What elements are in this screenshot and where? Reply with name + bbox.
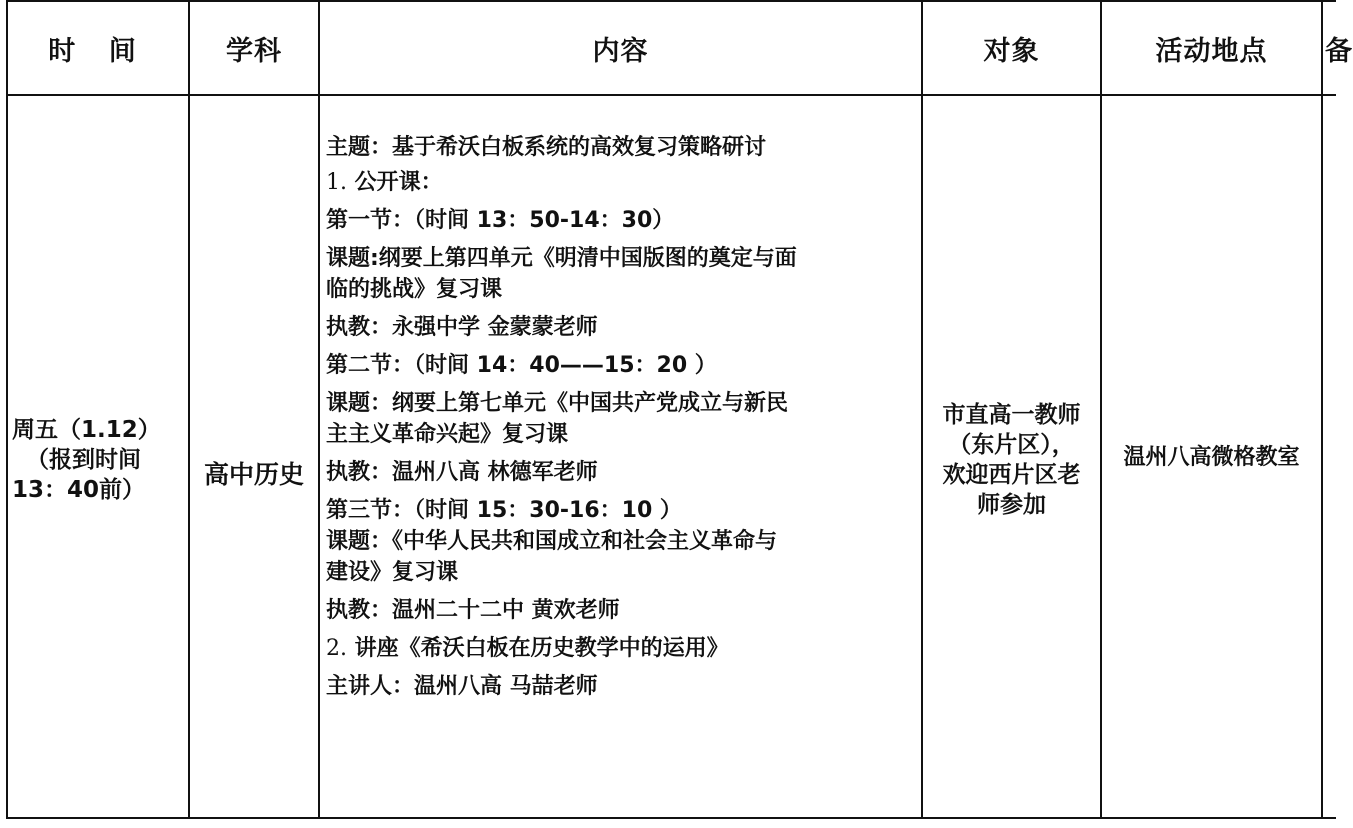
- content-lecturer: 主讲人：温州八高 马喆老师: [326, 674, 598, 699]
- audience-line-1: 市直高一教师: [942, 401, 1081, 428]
- item1-number: 1.: [326, 170, 347, 195]
- content-lesson3-time: 第三节：（时间 15：30-16：10 ）: [326, 498, 682, 523]
- time-line-2: （报到时间: [26, 446, 141, 473]
- content-lesson1-time: 第一节：（时间 13：50-14：30）: [326, 208, 675, 233]
- content-theme: 主题：基于希沃白板系统的高效复习策略研讨: [326, 135, 767, 160]
- header-subject: 学科: [226, 35, 282, 67]
- content-lesson1-title-1: 课题:纲要上第四单元《明清中国版图的奠定与面: [326, 246, 797, 271]
- header-audience: 对象: [983, 35, 1040, 67]
- audience-line-4: 师参加: [977, 491, 1046, 518]
- cell-content: [326, 132, 916, 702]
- header-location: 活动地点: [1155, 35, 1268, 67]
- content-lesson2-time: 第二节：（时间 14：40——15：20 ）: [326, 353, 717, 378]
- header-time: 时 间: [48, 35, 148, 67]
- audience-line-2: （东片区），: [948, 431, 1075, 458]
- item1-label: 公开课：: [354, 170, 443, 195]
- col-divider-5: [1321, 0, 1323, 819]
- cell-location: 温州八高微格教室: [1123, 444, 1300, 470]
- cell-time: [8, 96, 188, 817]
- header-notes: 备: [1325, 35, 1353, 67]
- audience-line-3: 欢迎西片区老: [942, 461, 1081, 488]
- table-border-bottom: [6, 817, 1336, 819]
- item2-number: 2.: [326, 636, 347, 661]
- content-item2: [326, 633, 916, 664]
- content-lesson3-title-1: 课题：《中华人民共和国成立和社会主义革命与: [326, 529, 778, 554]
- content-lesson2-title-1: 课题：纲要上第七单元《中国共产党成立与新民: [326, 391, 789, 416]
- col-divider-2: [318, 0, 320, 819]
- content-lesson1-teacher: 执教：永强中学 金蒙蒙老师: [326, 315, 598, 340]
- cell-audience: [923, 96, 1100, 817]
- content-item1: [326, 167, 916, 198]
- content-lesson3-title-2: 建设》复习课: [326, 560, 459, 585]
- time-line-1: 周五（1.12）: [12, 416, 161, 443]
- content-lesson2-teacher: 执教：温州八高 林德军老师: [326, 460, 598, 485]
- header-content: 内容: [592, 35, 649, 67]
- content-lesson1-title-2: 临的挑战》复习课: [326, 277, 503, 302]
- content-lesson3-teacher: 执教：温州二十二中 黄欢老师: [326, 598, 620, 623]
- item2-label: 讲座《希沃白板在历史教学中的运用》: [354, 636, 729, 661]
- time-line-3: 13：40前）: [12, 476, 146, 503]
- content-lesson2-title-2: 主主义革命兴起》复习课: [326, 422, 569, 447]
- cell-subject: 高中历史: [203, 459, 304, 489]
